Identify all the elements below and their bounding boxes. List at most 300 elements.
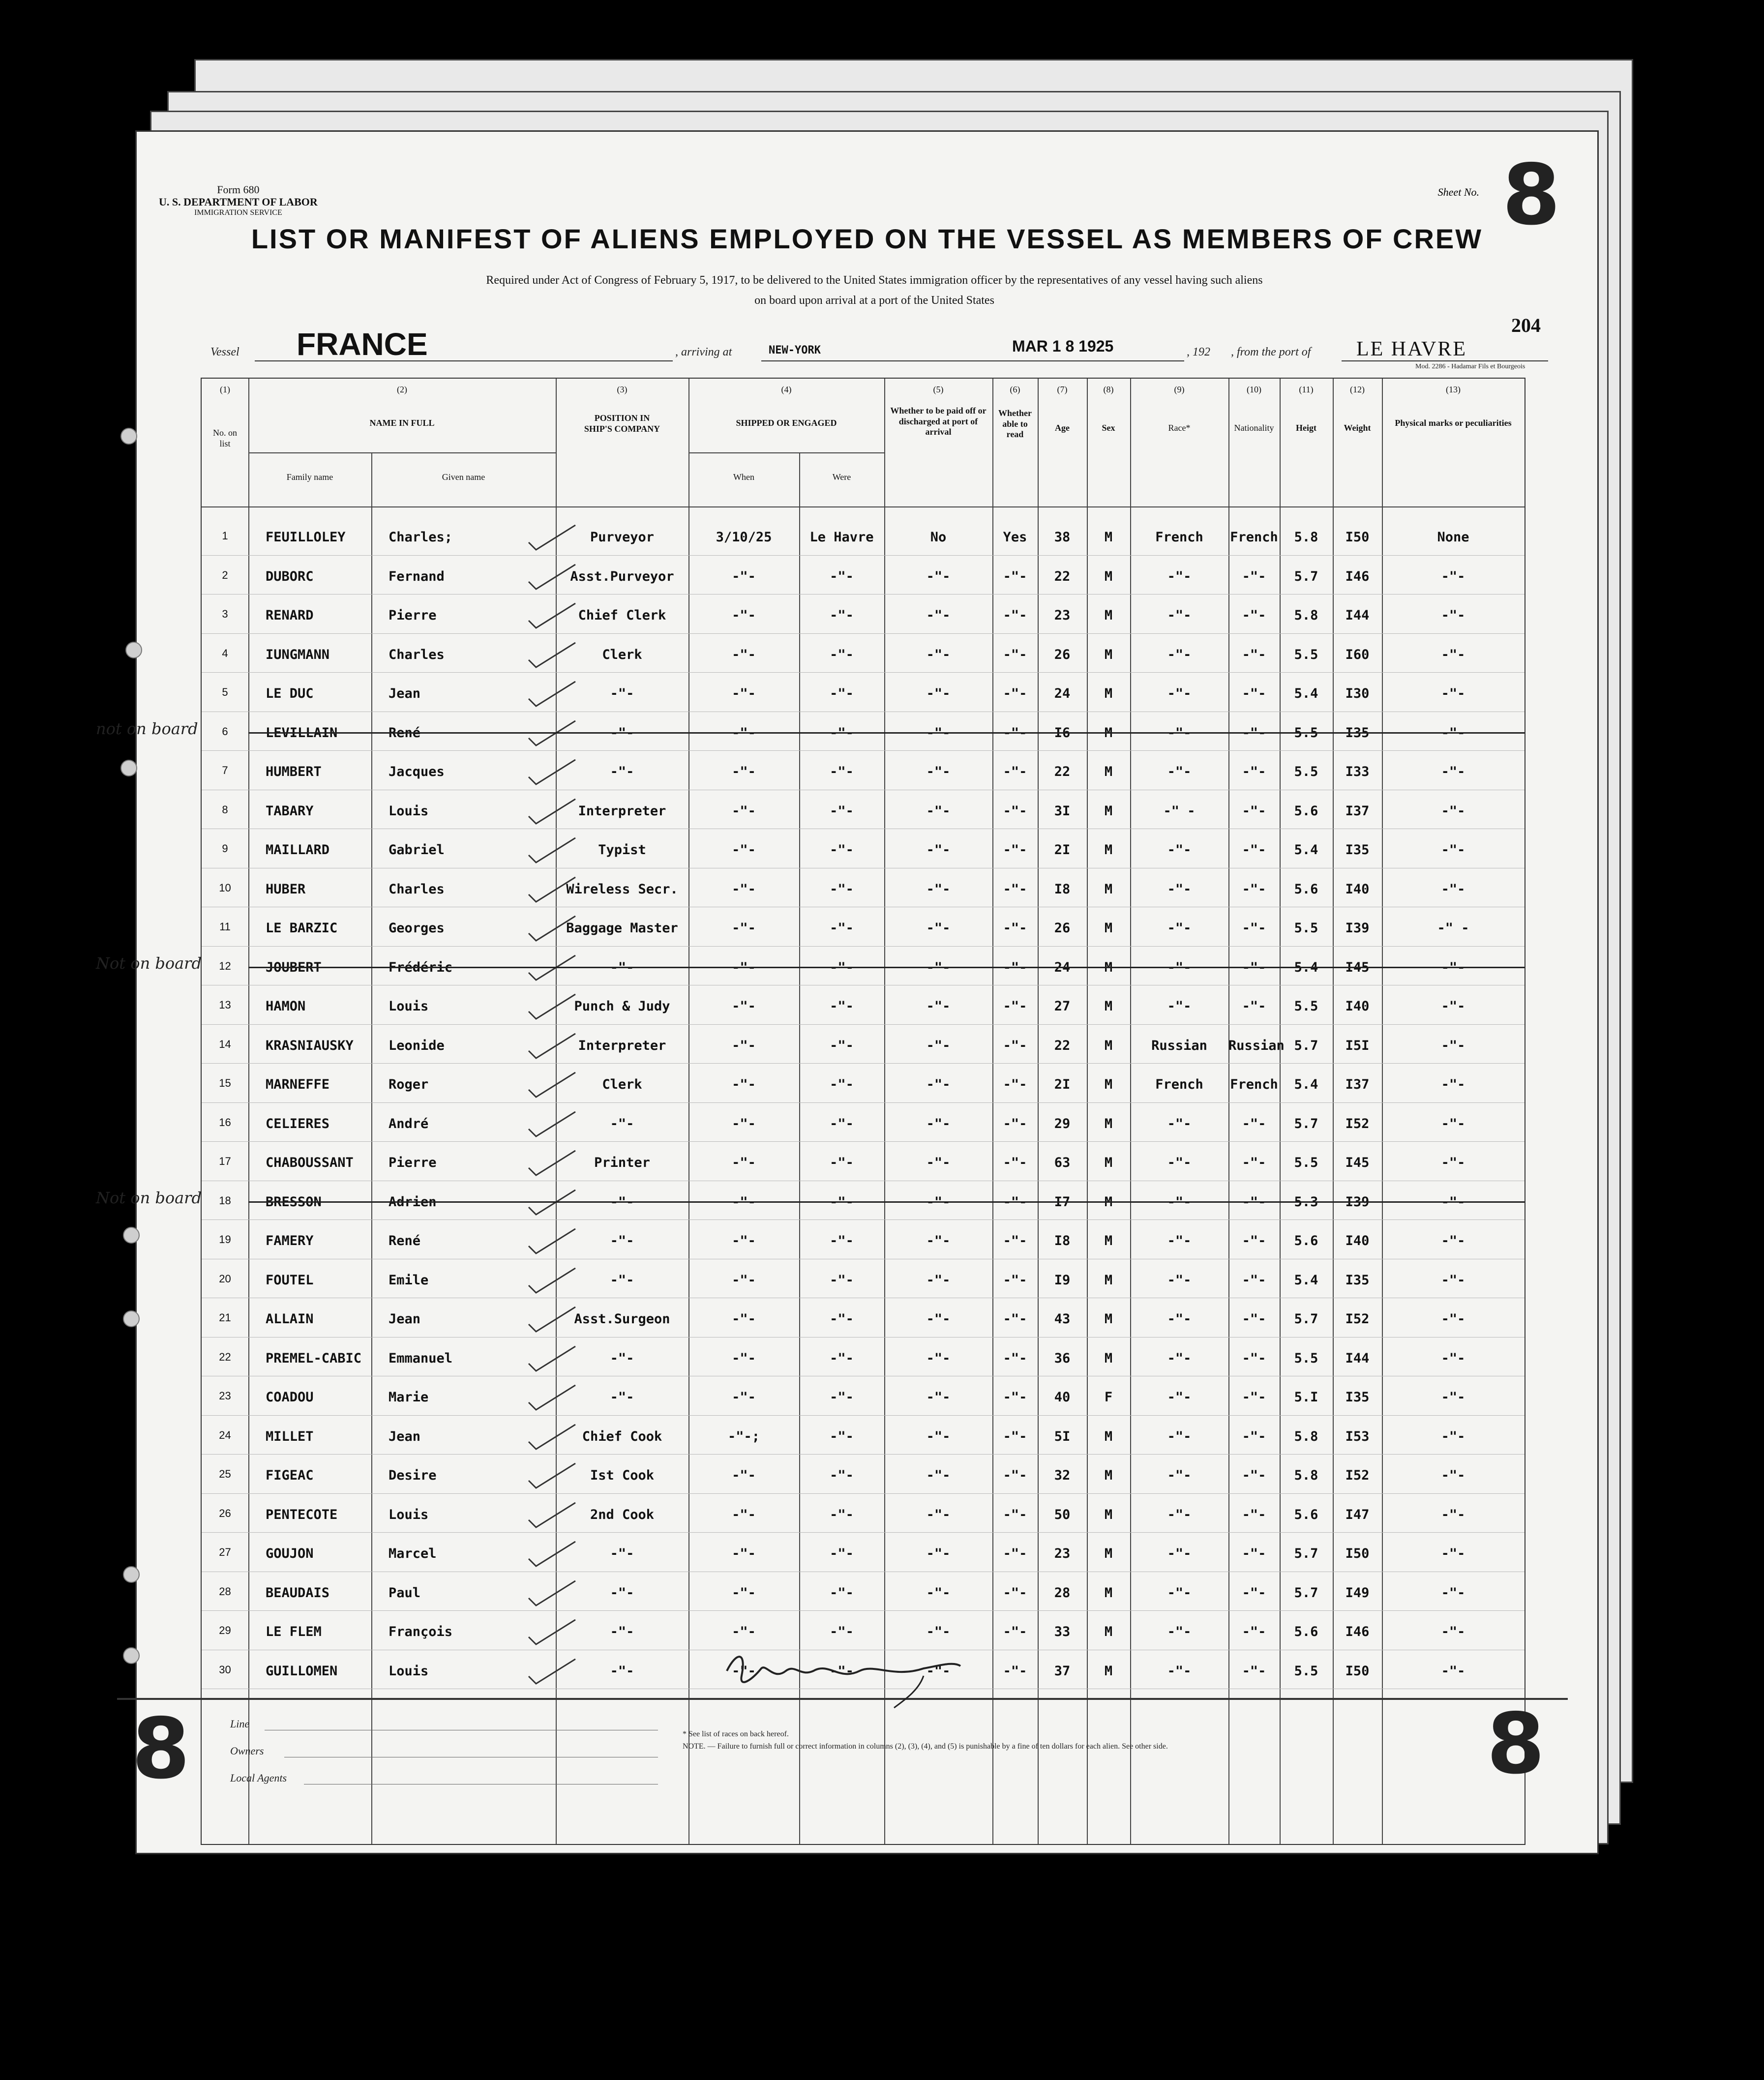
row-number: 19 xyxy=(219,1233,231,1246)
nationality: -"- xyxy=(1242,881,1266,897)
shipped-when: -"- xyxy=(732,608,756,623)
race: -"- xyxy=(1167,1116,1192,1131)
age: 33 xyxy=(1054,1624,1071,1639)
position: Typist xyxy=(598,842,646,858)
age: 22 xyxy=(1054,568,1071,584)
height: 5.4 xyxy=(1294,1272,1318,1288)
header-position: POSITION IN SHIP'S COMPANY xyxy=(584,413,660,434)
race: Russian xyxy=(1151,1038,1207,1053)
given-name: Gabriel xyxy=(389,842,445,858)
shipped-were: -"- xyxy=(830,1155,854,1170)
race: French xyxy=(1155,1077,1203,1092)
sex: M xyxy=(1104,647,1113,662)
nationality: -"- xyxy=(1242,764,1266,779)
height: 5.7 xyxy=(1294,1585,1318,1601)
family-name: GUILLOMEN xyxy=(266,1663,338,1679)
shipped-when: -"- xyxy=(732,1390,756,1405)
shipped-were: -"- xyxy=(830,1194,854,1210)
column-number: (10) xyxy=(1247,385,1261,394)
crew-table xyxy=(96,378,1525,1845)
check-mark-icon xyxy=(526,1539,580,1569)
shipped-were: -"- xyxy=(830,959,854,975)
height: 5.3 xyxy=(1294,1194,1318,1210)
nationality: -"- xyxy=(1242,725,1266,741)
position: Printer xyxy=(594,1155,650,1170)
check-mark-icon xyxy=(526,797,580,826)
row-number: 28 xyxy=(219,1585,231,1598)
age: 26 xyxy=(1054,647,1071,662)
physical-marks: -"- xyxy=(1441,764,1465,779)
family-name: HUBER xyxy=(266,881,306,897)
physical-marks: -"- xyxy=(1441,1585,1465,1601)
manifest-sheet xyxy=(96,130,1599,1854)
able-to-read: -"- xyxy=(1003,725,1027,741)
paid-off: -"- xyxy=(926,1468,951,1483)
position: -"- xyxy=(610,764,634,779)
position: -"- xyxy=(610,1272,634,1288)
able-to-read: -"- xyxy=(1003,803,1027,819)
row-number: 1 xyxy=(222,530,228,542)
height: 5.5 xyxy=(1294,1663,1318,1679)
family-name: MILLET xyxy=(266,1428,314,1444)
race: -"- xyxy=(1167,1233,1192,1248)
punch-hole xyxy=(123,1227,140,1244)
strike-through-line xyxy=(248,732,1525,734)
weight: I30 xyxy=(1345,686,1370,701)
paid-off: -"- xyxy=(926,881,951,897)
row-number: 12 xyxy=(219,959,231,972)
table-row xyxy=(202,558,1525,597)
nationality: -"- xyxy=(1242,1624,1266,1639)
family-name: RENARD xyxy=(266,608,314,623)
header-family-name: Family name xyxy=(286,472,333,482)
weight: I40 xyxy=(1345,881,1370,897)
shipped-were: -"- xyxy=(830,1233,854,1248)
shipped-were: -"- xyxy=(830,764,854,779)
weight: I35 xyxy=(1345,842,1370,858)
height: 5.4 xyxy=(1294,842,1318,858)
shipped-were: -"- xyxy=(830,1311,854,1327)
check-mark-icon xyxy=(526,757,580,787)
family-name: LE FLEM xyxy=(266,1624,322,1639)
family-name: CHABOUSSANT xyxy=(266,1155,354,1170)
sheet-number-label: Sheet No. xyxy=(1437,186,1479,198)
shipped-were: -"- xyxy=(830,1350,854,1366)
sex: M xyxy=(1104,764,1113,779)
column-number: (12) xyxy=(1350,385,1365,394)
physical-marks: -"- xyxy=(1441,608,1465,623)
table-row xyxy=(202,1262,1525,1301)
position: Punch & Judy xyxy=(574,999,670,1014)
column-number: (2) xyxy=(397,385,407,394)
given-name: Fernand xyxy=(389,568,445,584)
race: -"- xyxy=(1167,1272,1192,1288)
given-name: Louis xyxy=(389,1663,429,1679)
age: 32 xyxy=(1054,1468,1071,1483)
able-to-read: -"- xyxy=(1003,1155,1027,1170)
able-to-read: -"- xyxy=(1003,921,1027,936)
column-number: (1) xyxy=(220,385,230,394)
family-name: JOUBERT xyxy=(266,959,322,975)
header-no-on-list: No. on list xyxy=(213,428,237,448)
shipped-were: -"- xyxy=(830,842,854,858)
shipped-when: -"- xyxy=(732,803,756,819)
position: -"- xyxy=(610,1233,634,1248)
family-name: GOUJON xyxy=(266,1546,314,1561)
check-mark-icon xyxy=(526,523,580,552)
service: IMMIGRATION SERVICE xyxy=(194,208,282,217)
nationality: -"- xyxy=(1242,1390,1266,1405)
table-row xyxy=(202,1066,1525,1105)
header-able-read: Whether able to read xyxy=(998,408,1032,440)
paid-off: -"- xyxy=(926,725,951,741)
family-name: PENTECOTE xyxy=(266,1507,338,1522)
footer-owners-label: Owners xyxy=(230,1745,264,1757)
header-weight: Weight xyxy=(1344,423,1371,433)
paid-off: -"- xyxy=(926,1233,951,1248)
position: -"- xyxy=(610,1350,634,1366)
race: -"- xyxy=(1167,647,1192,662)
sex: M xyxy=(1104,1585,1113,1601)
year-label: , 192 xyxy=(1187,346,1210,358)
age: 50 xyxy=(1054,1507,1071,1522)
position: -"- xyxy=(610,1585,634,1601)
given-name: Marie xyxy=(389,1390,429,1405)
shipped-when: 3/10/25 xyxy=(716,530,772,545)
family-name: BEAUDAIS xyxy=(266,1585,330,1601)
table-row xyxy=(202,1105,1525,1145)
nationality: -"- xyxy=(1242,1350,1266,1366)
shipped-were: -"- xyxy=(830,686,854,701)
row-number: 26 xyxy=(219,1507,231,1519)
sex: M xyxy=(1104,1311,1113,1327)
height: 5.6 xyxy=(1294,1507,1318,1522)
physical-marks: -"- xyxy=(1441,1390,1465,1405)
weight: I44 xyxy=(1345,608,1370,623)
height: 5.5 xyxy=(1294,999,1318,1014)
weight: I52 xyxy=(1345,1116,1370,1131)
check-mark-icon xyxy=(526,875,580,904)
form-header xyxy=(159,183,318,217)
family-name: CELIERES xyxy=(266,1116,330,1131)
shipped-were: -"- xyxy=(830,1585,854,1601)
height: 5.5 xyxy=(1294,725,1318,741)
physical-marks: -"- xyxy=(1441,1194,1465,1210)
shipped-were: Le Havre xyxy=(809,530,874,545)
table-row xyxy=(202,1027,1525,1067)
weight: I37 xyxy=(1345,1077,1370,1092)
given-name: Adrien xyxy=(389,1194,437,1210)
column-number: (3) xyxy=(617,385,628,394)
age: 29 xyxy=(1054,1116,1071,1131)
race: -"- xyxy=(1167,568,1192,584)
table-row xyxy=(96,714,1525,754)
subtitle-line-2: on board upon arrival at a port of the United States xyxy=(754,294,994,307)
physical-marks: -"- xyxy=(1441,1546,1465,1561)
height: 5.7 xyxy=(1294,1311,1318,1327)
position: Clerk xyxy=(602,647,642,662)
weight: I60 xyxy=(1345,647,1370,662)
shipped-when: -"- xyxy=(732,647,756,662)
weight: I50 xyxy=(1345,530,1370,545)
weight: I35 xyxy=(1345,1272,1370,1288)
physical-marks: -"- xyxy=(1441,1350,1465,1366)
shipped-when: -"- xyxy=(732,1350,756,1366)
paid-off: -"- xyxy=(926,921,951,936)
header-subdivider xyxy=(248,452,556,453)
height: 5.5 xyxy=(1294,921,1318,936)
check-mark-icon xyxy=(526,914,580,943)
able-to-read: Yes xyxy=(1003,530,1027,545)
physical-marks: -"- xyxy=(1441,1663,1465,1679)
weight: I53 xyxy=(1345,1428,1370,1444)
not-on-board-note: Not on board xyxy=(96,1188,202,1207)
paid-off: -"- xyxy=(926,1311,951,1327)
row-number: 24 xyxy=(219,1428,231,1441)
race: -"- xyxy=(1167,725,1192,741)
races-note: * See list of races on back hereof. xyxy=(683,1730,789,1738)
age: 23 xyxy=(1054,608,1071,623)
position: -"- xyxy=(610,1624,634,1639)
shipped-when: -"- xyxy=(732,1155,756,1170)
shipped-were: -"- xyxy=(830,647,854,662)
vessel-underline xyxy=(255,360,673,361)
height: 5.8 xyxy=(1294,1468,1318,1483)
column-number: (13) xyxy=(1446,385,1461,394)
weight: I46 xyxy=(1345,568,1370,584)
nationality: -"- xyxy=(1242,1546,1266,1561)
nationality: -"- xyxy=(1242,1585,1266,1601)
sex: M xyxy=(1104,921,1113,936)
age: 36 xyxy=(1054,1350,1071,1366)
family-name: KRASNIAUSKY xyxy=(266,1038,354,1053)
height: 5.5 xyxy=(1294,1350,1318,1366)
family-name: HUMBERT xyxy=(266,764,322,779)
position: -"- xyxy=(610,686,634,701)
race: -"- xyxy=(1167,764,1192,779)
physical-marks: -"- xyxy=(1441,803,1465,819)
paid-off: -"- xyxy=(926,686,951,701)
table-row xyxy=(202,1457,1525,1496)
table-row xyxy=(202,1340,1525,1379)
family-name: MAILLARD xyxy=(266,842,330,858)
position: -"- xyxy=(610,1390,634,1405)
able-to-read: -"- xyxy=(1003,1194,1027,1210)
family-name: TABARY xyxy=(266,803,314,819)
height: 5.7 xyxy=(1294,568,1318,584)
footer-stamp-left: 8 xyxy=(132,1700,190,1798)
shipped-when: -"- xyxy=(732,1038,756,1053)
able-to-read: -"- xyxy=(1003,1077,1027,1092)
row-number: 7 xyxy=(222,764,228,776)
sex: M xyxy=(1104,999,1113,1014)
table-row xyxy=(202,519,1525,558)
header-age: Age xyxy=(1055,423,1070,433)
sex: M xyxy=(1104,1663,1113,1679)
family-name: FEUILLOLEY xyxy=(266,530,346,545)
race: French xyxy=(1155,530,1203,545)
shipped-when: -"-; xyxy=(727,1428,760,1444)
paid-off: -"- xyxy=(926,1038,951,1053)
race: -"- xyxy=(1167,1585,1192,1601)
able-to-read: -"- xyxy=(1003,1311,1027,1327)
paid-off: -"- xyxy=(926,1194,951,1210)
arriving-port: NEW-YORK xyxy=(769,344,821,357)
header-given-name: Given name xyxy=(442,472,485,482)
physical-marks: -"- xyxy=(1441,881,1465,897)
shipped-when: -"- xyxy=(732,1194,756,1210)
height: 5.4 xyxy=(1294,1077,1318,1092)
department: U. S. DEPARTMENT OF LABOR xyxy=(159,196,318,208)
height: 5.4 xyxy=(1294,686,1318,701)
header-nationality: Nationality xyxy=(1234,423,1274,433)
able-to-read: -"- xyxy=(1003,608,1027,623)
race: -"- xyxy=(1167,1663,1192,1679)
weight: I45 xyxy=(1345,1155,1370,1170)
age: I7 xyxy=(1054,1194,1071,1210)
given-name: Pierre xyxy=(389,1155,437,1170)
shipped-were: -"- xyxy=(830,1428,854,1444)
shipped-were: -"- xyxy=(830,725,854,741)
given-name: Jean xyxy=(389,686,421,701)
age: 26 xyxy=(1054,921,1071,936)
race: -"- xyxy=(1167,999,1192,1014)
position: Asst.Surgeon xyxy=(574,1311,670,1327)
table-row xyxy=(202,910,1525,949)
paid-off: -"- xyxy=(926,1272,951,1288)
row-number: 30 xyxy=(219,1663,231,1676)
position: Interpreter xyxy=(578,803,666,819)
sex: M xyxy=(1104,608,1113,623)
sex: M xyxy=(1104,725,1113,741)
shipped-were: -"- xyxy=(830,568,854,584)
shipped-were: -"- xyxy=(830,803,854,819)
age: 3I xyxy=(1054,803,1071,819)
weight: I50 xyxy=(1345,1546,1370,1561)
strike-through-line xyxy=(248,967,1525,968)
row-number: 15 xyxy=(219,1077,231,1089)
race: -"- xyxy=(1167,1507,1192,1522)
check-mark-icon xyxy=(526,1344,580,1373)
sex: M xyxy=(1104,1624,1113,1639)
nationality: -"- xyxy=(1242,1468,1266,1483)
shipped-were: -"- xyxy=(830,1624,854,1639)
nationality: -"- xyxy=(1242,959,1266,975)
able-to-read: -"- xyxy=(1003,647,1027,662)
physical-marks: -"- xyxy=(1441,1155,1465,1170)
check-mark-icon xyxy=(526,640,580,670)
header-bottom-rule xyxy=(202,506,1525,507)
sex: M xyxy=(1104,1468,1113,1483)
shipped-when: -"- xyxy=(732,881,756,897)
height: 5.8 xyxy=(1294,1428,1318,1444)
shipped-were: -"- xyxy=(830,608,854,623)
header-name-in-full: NAME IN FULL xyxy=(369,418,435,428)
able-to-read: -"- xyxy=(1003,1038,1027,1053)
shipped-were: -"- xyxy=(830,1468,854,1483)
weight: I44 xyxy=(1345,1350,1370,1366)
check-mark-icon xyxy=(526,1031,580,1061)
sex: M xyxy=(1104,1194,1113,1210)
nationality: -"- xyxy=(1242,647,1266,662)
sex: M xyxy=(1104,842,1113,858)
physical-marks: -"- xyxy=(1441,1233,1465,1248)
position: Ist Cook xyxy=(590,1468,655,1483)
column-number: (7) xyxy=(1057,385,1068,394)
nationality: -"- xyxy=(1242,1116,1266,1131)
position: Clerk xyxy=(602,1077,642,1092)
check-mark-icon xyxy=(526,1500,580,1530)
shipped-were: -"- xyxy=(830,1116,854,1131)
sex: M xyxy=(1104,803,1113,819)
table-row xyxy=(96,949,1525,988)
given-name: Roger xyxy=(389,1077,429,1092)
check-mark-icon xyxy=(526,1266,580,1295)
nationality: -"- xyxy=(1242,1663,1266,1679)
physical-marks: -"- xyxy=(1441,959,1465,975)
punch-hole xyxy=(125,642,142,658)
physical-marks: -"- xyxy=(1441,1038,1465,1053)
able-to-read: -"- xyxy=(1003,1116,1027,1131)
able-to-read: -"- xyxy=(1003,842,1027,858)
shipped-when: -"- xyxy=(732,959,756,975)
paid-off: -"- xyxy=(926,1077,951,1092)
page-title: LIST OR MANIFEST OF ALIENS EMPLOYED ON THE VESSEL AS MEMBERS OF CREW xyxy=(251,223,1483,254)
sex: M xyxy=(1104,1038,1113,1053)
column-number: (9) xyxy=(1174,385,1185,394)
family-name: BRESSON xyxy=(266,1194,322,1210)
weight: I50 xyxy=(1345,1663,1370,1679)
paid-off: -"- xyxy=(926,1624,951,1639)
row-number: 22 xyxy=(219,1350,231,1363)
able-to-read: -"- xyxy=(1003,1428,1027,1444)
shipped-when: -"- xyxy=(732,725,756,741)
physical-marks: -"- xyxy=(1441,1116,1465,1131)
check-mark-icon xyxy=(526,1226,580,1256)
race: -"- xyxy=(1167,1350,1192,1366)
position: Chief Cook xyxy=(582,1428,662,1444)
able-to-read: -"- xyxy=(1003,568,1027,584)
age: I9 xyxy=(1054,1272,1071,1288)
given-name: André xyxy=(389,1116,429,1131)
race: -"- xyxy=(1167,959,1192,975)
given-name: Jean xyxy=(389,1311,421,1327)
row-number: 20 xyxy=(219,1272,231,1285)
physical-marks: None xyxy=(1437,530,1469,545)
paid-off: -"- xyxy=(926,1663,951,1679)
check-mark-icon xyxy=(526,835,580,865)
position: -"- xyxy=(610,1116,634,1131)
table-row xyxy=(202,1496,1525,1536)
shipped-when: -"- xyxy=(732,686,756,701)
given-name: Louis xyxy=(389,1507,429,1522)
age: 38 xyxy=(1054,530,1071,545)
weight: I37 xyxy=(1345,803,1370,819)
race: -"- xyxy=(1167,1311,1192,1327)
check-mark-icon xyxy=(526,1148,580,1178)
header-when: When xyxy=(733,472,754,482)
shipped-were: -"- xyxy=(830,1390,854,1405)
paid-off: -"- xyxy=(926,999,951,1014)
height: 5.5 xyxy=(1294,1155,1318,1170)
given-name: Emile xyxy=(389,1272,429,1288)
given-name: Pierre xyxy=(389,608,437,623)
check-mark-icon xyxy=(526,562,580,592)
weight: I45 xyxy=(1345,959,1370,975)
race: -"- xyxy=(1167,921,1192,936)
physical-marks: -"- xyxy=(1441,725,1465,741)
family-name: LEVILLAIN xyxy=(266,725,338,741)
